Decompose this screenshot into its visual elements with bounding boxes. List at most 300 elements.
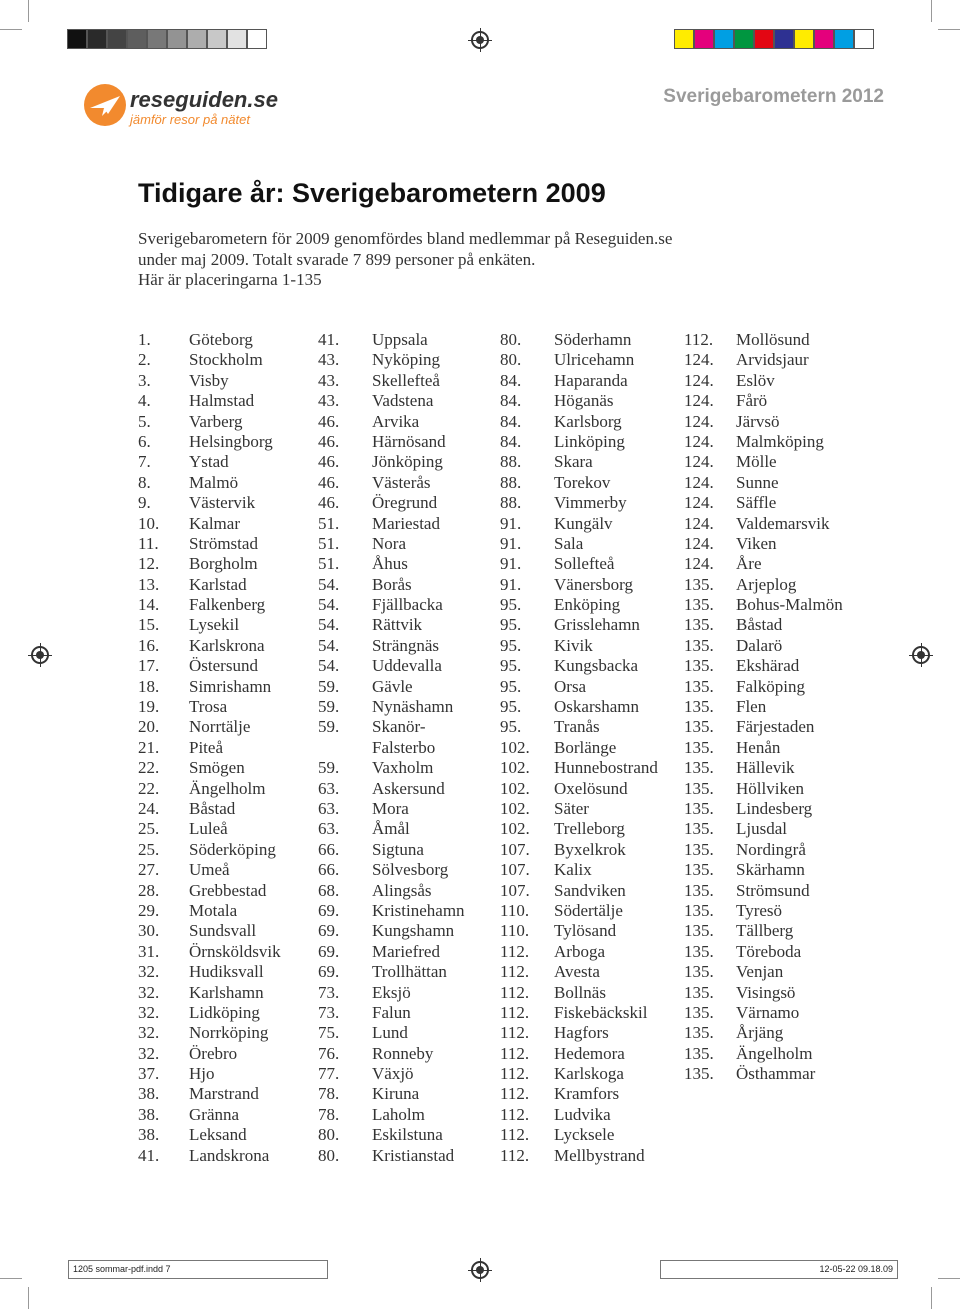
rank-number: 135. [684,1002,714,1022]
rank-number: 135. [684,635,714,655]
place-name: Smögen [189,758,245,778]
rank-number: 135. [684,778,714,798]
place-name: Nora [372,533,406,553]
place-name: Venjan [736,962,784,982]
place-name: Strömstad [189,533,258,553]
rank-number: 124. [684,411,714,431]
place-name: Orsa [554,676,587,696]
rank-number: 84. [500,391,522,411]
rank-number: 46. [318,431,340,451]
rank-number: 15. [138,615,160,635]
color-swatch [127,29,147,49]
place-name: Linköping [554,431,625,451]
place-name: Fårö [736,391,768,411]
rank-number: 14. [138,595,160,615]
place-name: Arjeplog [736,574,797,594]
place-name: Västervik [189,493,256,513]
rank-number: 59. [318,758,340,778]
crop-mark [28,1287,29,1309]
plane-icon [84,84,126,126]
rank-number: 59. [318,717,340,737]
rank-number: 63. [318,778,340,798]
place-name: Värnamo [736,1002,800,1022]
color-swatch [227,29,247,49]
place-name: Flen [736,697,767,717]
rank-number: 102. [500,819,530,839]
rank-number: 135. [684,860,714,880]
rank-number: 21. [138,737,160,757]
place-name: Mollösund [736,330,810,349]
rank-number: 124. [684,391,714,411]
place-name: Umeå [189,860,230,880]
rank-number: 63. [318,798,340,818]
place-name: Höllviken [736,778,804,798]
color-swatch [67,29,87,49]
rank-number: 135. [684,615,714,635]
place-name: Järvsö [736,411,780,431]
place-name: Bollnäs [554,982,606,1002]
rank-number: 37. [138,1064,160,1084]
rank-number: 28. [138,880,160,900]
rank-number: 32. [138,1043,160,1063]
rank-number: 112. [500,1023,530,1043]
color-swatch [754,29,774,49]
rank-number: 80. [500,350,522,370]
rank-number: 110. [500,900,530,920]
place-name: Norrtälje [189,717,251,737]
place-name: Lidköping [189,1002,260,1022]
rank-number: 32. [138,962,160,982]
place-name: Gränna [189,1104,240,1124]
rank-number: 135. [684,697,714,717]
rank-number: 38. [138,1084,160,1104]
place-name: Söderköping [189,839,276,859]
rank-number: 84. [500,411,522,431]
place-name: Lycksele [554,1125,615,1145]
place-name: Grebbestad [189,880,267,900]
rank-number: 66. [318,860,340,880]
rank-number: 63. [318,819,340,839]
place-name: Östersund [189,656,258,676]
place-name: Oxelösund [554,778,628,798]
intro-line: under maj 2009. Totalt svarade 7 899 personer på enkäten. [138,249,536,269]
place-name: Ludvika [554,1104,611,1124]
place-name: Falsterbo [372,737,436,757]
rank-number: 59. [318,676,340,696]
place-name: Norrköping [189,1023,269,1043]
rank-number: 54. [318,656,340,676]
rank-number: 73. [318,1002,340,1022]
place-name: Dalarö [736,635,783,655]
place-name: Skellefteå [372,370,440,390]
place-name: Ängelholm [189,778,266,798]
place-name: Grisslehamn [554,615,640,635]
place-name: Falkenberg [189,595,266,615]
place-name: Falköping [736,676,805,696]
place-name: Trosa [189,697,228,717]
rank-number: 102. [500,737,530,757]
place-name: Kungsbacka [554,656,639,676]
rank-number: 112. [500,1002,530,1022]
rank-number: 46. [318,452,340,472]
rank-number: 135. [684,941,714,961]
rank-number: 41. [138,1145,160,1165]
rank-number: 112. [500,941,530,961]
place-name: Lysekil [189,615,240,635]
rank-number: 112. [500,1064,530,1084]
rank-number: 112. [500,1084,530,1104]
rank-number: 91. [500,574,522,594]
rank-number: 69. [318,921,340,941]
crop-mark [0,1278,22,1279]
place-name: Eslöv [736,370,775,390]
rank-number: 135. [684,717,714,737]
color-swatch [147,29,167,49]
place-name: Åhus [372,554,408,574]
place-name: Färjestaden [736,717,815,737]
rank-number: 95. [500,635,522,655]
rank-number: 80. [318,1125,340,1145]
rank-number: 16. [138,635,160,655]
rank-number: 69. [318,962,340,982]
place-name: Kivik [554,635,593,655]
rank-number: 32. [138,1023,160,1043]
rank-number: 124. [684,513,714,533]
color-swatch [167,29,187,49]
rank-number: 135. [684,758,714,778]
color-swatch [854,29,874,49]
rank-number: 6. [138,431,151,451]
rank-number: 29. [138,900,160,920]
place-name: Leksand [189,1125,247,1145]
place-name: Hjo [189,1064,215,1084]
brand-logo [84,84,344,132]
place-name: Växjö [372,1064,414,1084]
place-name: Västerås [372,472,431,492]
rank-number: 13. [138,574,160,594]
place-name: Nordingrå [736,839,806,859]
rank-number: 124. [684,493,714,513]
place-name: Kalmar [189,513,240,533]
rank-number: 112. [500,1125,530,1145]
place-name: Jönköping [372,452,443,472]
rank-number: 135. [684,819,714,839]
rank-number: 112. [500,982,530,1002]
rank-number: 12. [138,554,160,574]
place-name: Sigtuna [372,839,424,859]
rank-number: 77. [318,1064,340,1084]
place-name: Askersund [372,778,445,798]
color-swatch [207,29,227,49]
rank-number: 124. [684,431,714,451]
place-name: Borgholm [189,554,258,574]
place-name: Mölle [736,452,777,472]
color-swatch [107,29,127,49]
rank-number: 88. [500,472,522,492]
rank-number: 135. [684,921,714,941]
rank-number: 5. [138,411,151,431]
place-name: Malmköping [736,431,824,451]
rank-number: 54. [318,615,340,635]
rank-number: 135. [684,962,714,982]
rank-number: 95. [500,595,522,615]
rank-number: 80. [500,330,522,349]
rank-number: 95. [500,717,522,737]
rank-number: 95. [500,656,522,676]
intro-text [138,229,778,291]
rank-number: 135. [684,676,714,696]
place-name: Stockholm [189,350,263,370]
rank-number: 18. [138,676,160,696]
place-name: Ronneby [372,1043,434,1063]
place-name: Gävle [372,676,413,696]
registration-mark-icon [31,646,49,664]
rank-number: 135. [684,900,714,920]
rank-number: 135. [684,798,714,818]
place-name: Kungälv [554,513,613,533]
place-name: Karlsborg [554,411,622,431]
place-name: Alingsås [372,880,432,900]
rank-number: 46. [318,472,340,492]
place-name: Nyköping [372,350,440,370]
rank-number: 75. [318,1023,340,1043]
place-name: Borlänge [554,737,617,757]
page-title: Tidigare år: Sverigebarometern 2009 [138,178,606,208]
place-name: Valdemarsvik [736,513,830,533]
place-name: Trollhättan [372,962,447,982]
place-name: Haparanda [554,370,628,390]
place-name: Tylösand [554,921,617,941]
place-name: Torekov [554,472,611,492]
place-name: Luleå [189,819,228,839]
place-name: Vadstena [372,391,434,411]
place-name: Vänersborg [554,574,633,594]
place-name: Enköping [554,595,621,615]
place-name: Rättvik [372,615,423,635]
place-name: Säffle [736,493,777,513]
rank-number: 22. [138,778,160,798]
place-name: Båstad [189,798,236,818]
place-name: Arvidsjaur [736,350,809,370]
registration-mark-icon [471,31,489,49]
edition-label: Sverigebarometern 2012 [663,86,884,107]
place-name: Höganäs [554,391,614,411]
rank-number: 54. [318,635,340,655]
rank-number: 124. [684,350,714,370]
rank-number: 51. [318,513,340,533]
rank-number: 124. [684,533,714,553]
place-name: Öregrund [372,493,438,513]
rank-number: 107. [500,880,530,900]
rank-number: 84. [500,431,522,451]
rank-number: 43. [318,370,340,390]
place-name: Hedemora [554,1043,625,1063]
rank-number: 78. [318,1084,340,1104]
place-name: Åmål [372,819,410,839]
place-name: Simrishamn [189,676,272,696]
rank-number: 2. [138,350,151,370]
place-name: Lund [372,1023,408,1043]
rank-number: 69. [318,900,340,920]
rank-number: 11. [138,533,159,553]
place-name: Vimmerby [554,493,627,513]
place-name: Karlstad [189,574,247,594]
rank-number: 135. [684,574,714,594]
place-name: Mellbystrand [554,1145,645,1165]
rank-number: 124. [684,554,714,574]
rank-number: 102. [500,758,530,778]
place-name: Kristinehamn [372,900,465,920]
rank-number: 112. [500,1104,530,1124]
rank-number: 38. [138,1125,160,1145]
rank-number: 135. [684,656,714,676]
place-name: Skanör- [372,717,426,737]
place-name: Båstad [736,615,783,635]
place-name: Åre [736,554,762,574]
rank-number: 54. [318,574,340,594]
rank-number: 88. [500,493,522,513]
place-name: Töreboda [736,941,802,961]
place-name: Karlshamn [189,982,264,1002]
crop-mark [938,29,960,30]
place-name: Visby [189,370,229,390]
rank-number: 46. [318,493,340,513]
place-name: Örnsköldsvik [189,941,281,961]
footer-file-label: 1205 sommar-pdf.indd 7 [68,1260,328,1279]
rank-number: 102. [500,798,530,818]
brand-name: reseguiden.se [130,87,278,112]
rank-number: 8. [138,472,151,492]
rank-number: 32. [138,982,160,1002]
place-name: Falun [372,1002,411,1022]
crop-mark [931,1287,932,1309]
intro-line: Sverigebarometern för 2009 genomfördes bland medlemmar på Reseguiden.se [138,229,673,248]
color-swatch [834,29,854,49]
rank-number: 43. [318,391,340,411]
crop-mark [0,29,22,30]
brand-tagline: jämför resor på nätet [130,112,250,127]
color-swatch [794,29,814,49]
rank-number: 1. [138,330,151,349]
rank-number: 135. [684,595,714,615]
crop-mark [938,1278,960,1279]
rank-number: 19. [138,697,160,717]
place-name: Göteborg [189,330,253,349]
place-name: Henån [736,737,781,757]
place-name: Fiskebäckskil [554,1002,648,1022]
place-name: Ulricehamn [554,350,635,370]
rank-number: 112. [684,330,714,349]
place-name: Strömsund [736,880,810,900]
place-name: Halmstad [189,391,255,411]
place-name: Sollefteå [554,554,615,574]
place-name: Hunnebostrand [554,758,658,778]
place-name: Lindesberg [736,798,813,818]
footer-timestamp: 12-05-22 09.18.09 [660,1260,898,1279]
rank-number: 30. [138,921,160,941]
place-name: Byxelkrok [554,839,626,859]
place-name: Mariestad [372,513,440,533]
rank-number: 73. [318,982,340,1002]
place-name: Kramfors [554,1084,620,1104]
place-name: Helsingborg [189,431,273,451]
rank-number: 91. [500,554,522,574]
place-name: Mariefred [372,941,440,961]
crop-mark [28,0,29,22]
place-name: Säter [554,798,589,818]
place-name: Ljusdal [736,819,787,839]
crop-mark [931,0,932,22]
rank-number: 135. [684,1023,714,1043]
rank-number: 31. [138,941,160,961]
place-name: Uppsala [372,330,428,349]
place-name: Laholm [372,1104,425,1124]
rank-number: 10. [138,513,160,533]
place-name: Sundsvall [189,921,257,941]
rank-number: 135. [684,737,714,757]
rank-number: 95. [500,676,522,696]
place-name: Södertälje [554,900,623,920]
color-swatch [694,29,714,49]
rank-number: 20. [138,717,160,737]
place-name: Hagfors [554,1023,609,1043]
rank-number: 112. [500,962,530,982]
place-name: Eskilstuna [372,1125,443,1145]
place-name: Vaxholm [372,758,434,778]
rank-number: 80. [318,1145,340,1165]
rank-number: 91. [500,513,522,533]
rank-number: 95. [500,697,522,717]
rank-number: 112. [500,1043,530,1063]
registration-mark-icon [471,1261,489,1279]
rank-number: 107. [500,860,530,880]
rank-number: 91. [500,533,522,553]
rank-number: 25. [138,819,160,839]
rank-number: 135. [684,1064,714,1084]
color-swatch [674,29,694,49]
place-name: Ystad [189,452,229,472]
place-name: Tranås [554,717,600,737]
rank-number: 43. [318,350,340,370]
color-swatch [774,29,794,49]
place-name: Avesta [554,962,600,982]
rank-number: 51. [318,554,340,574]
rank-number: 110. [500,921,530,941]
rank-number: 24. [138,798,160,818]
place-name: Fjällbacka [372,595,443,615]
place-name: Skara [554,452,593,472]
rank-number: 46. [318,411,340,431]
place-name: Ekshärad [736,656,800,676]
rank-number: 51. [318,533,340,553]
place-name: Sölvesborg [372,860,449,880]
rank-number: 76. [318,1043,340,1063]
registration-mark-icon [912,646,930,664]
intro-line: Här är placeringarna 1-135 [138,270,322,289]
rank-number: 22. [138,758,160,778]
place-name: Sala [554,533,584,553]
place-name: Årjäng [736,1023,784,1043]
color-swatch [187,29,207,49]
rank-number: 102. [500,778,530,798]
place-name: Arvika [372,411,420,431]
place-name: Motala [189,900,238,920]
place-name: Bohus-Malmön [736,595,843,615]
rank-number: 27. [138,860,160,880]
place-name: Härnösand [372,431,446,451]
rank-number: 69. [318,941,340,961]
color-swatch [714,29,734,49]
